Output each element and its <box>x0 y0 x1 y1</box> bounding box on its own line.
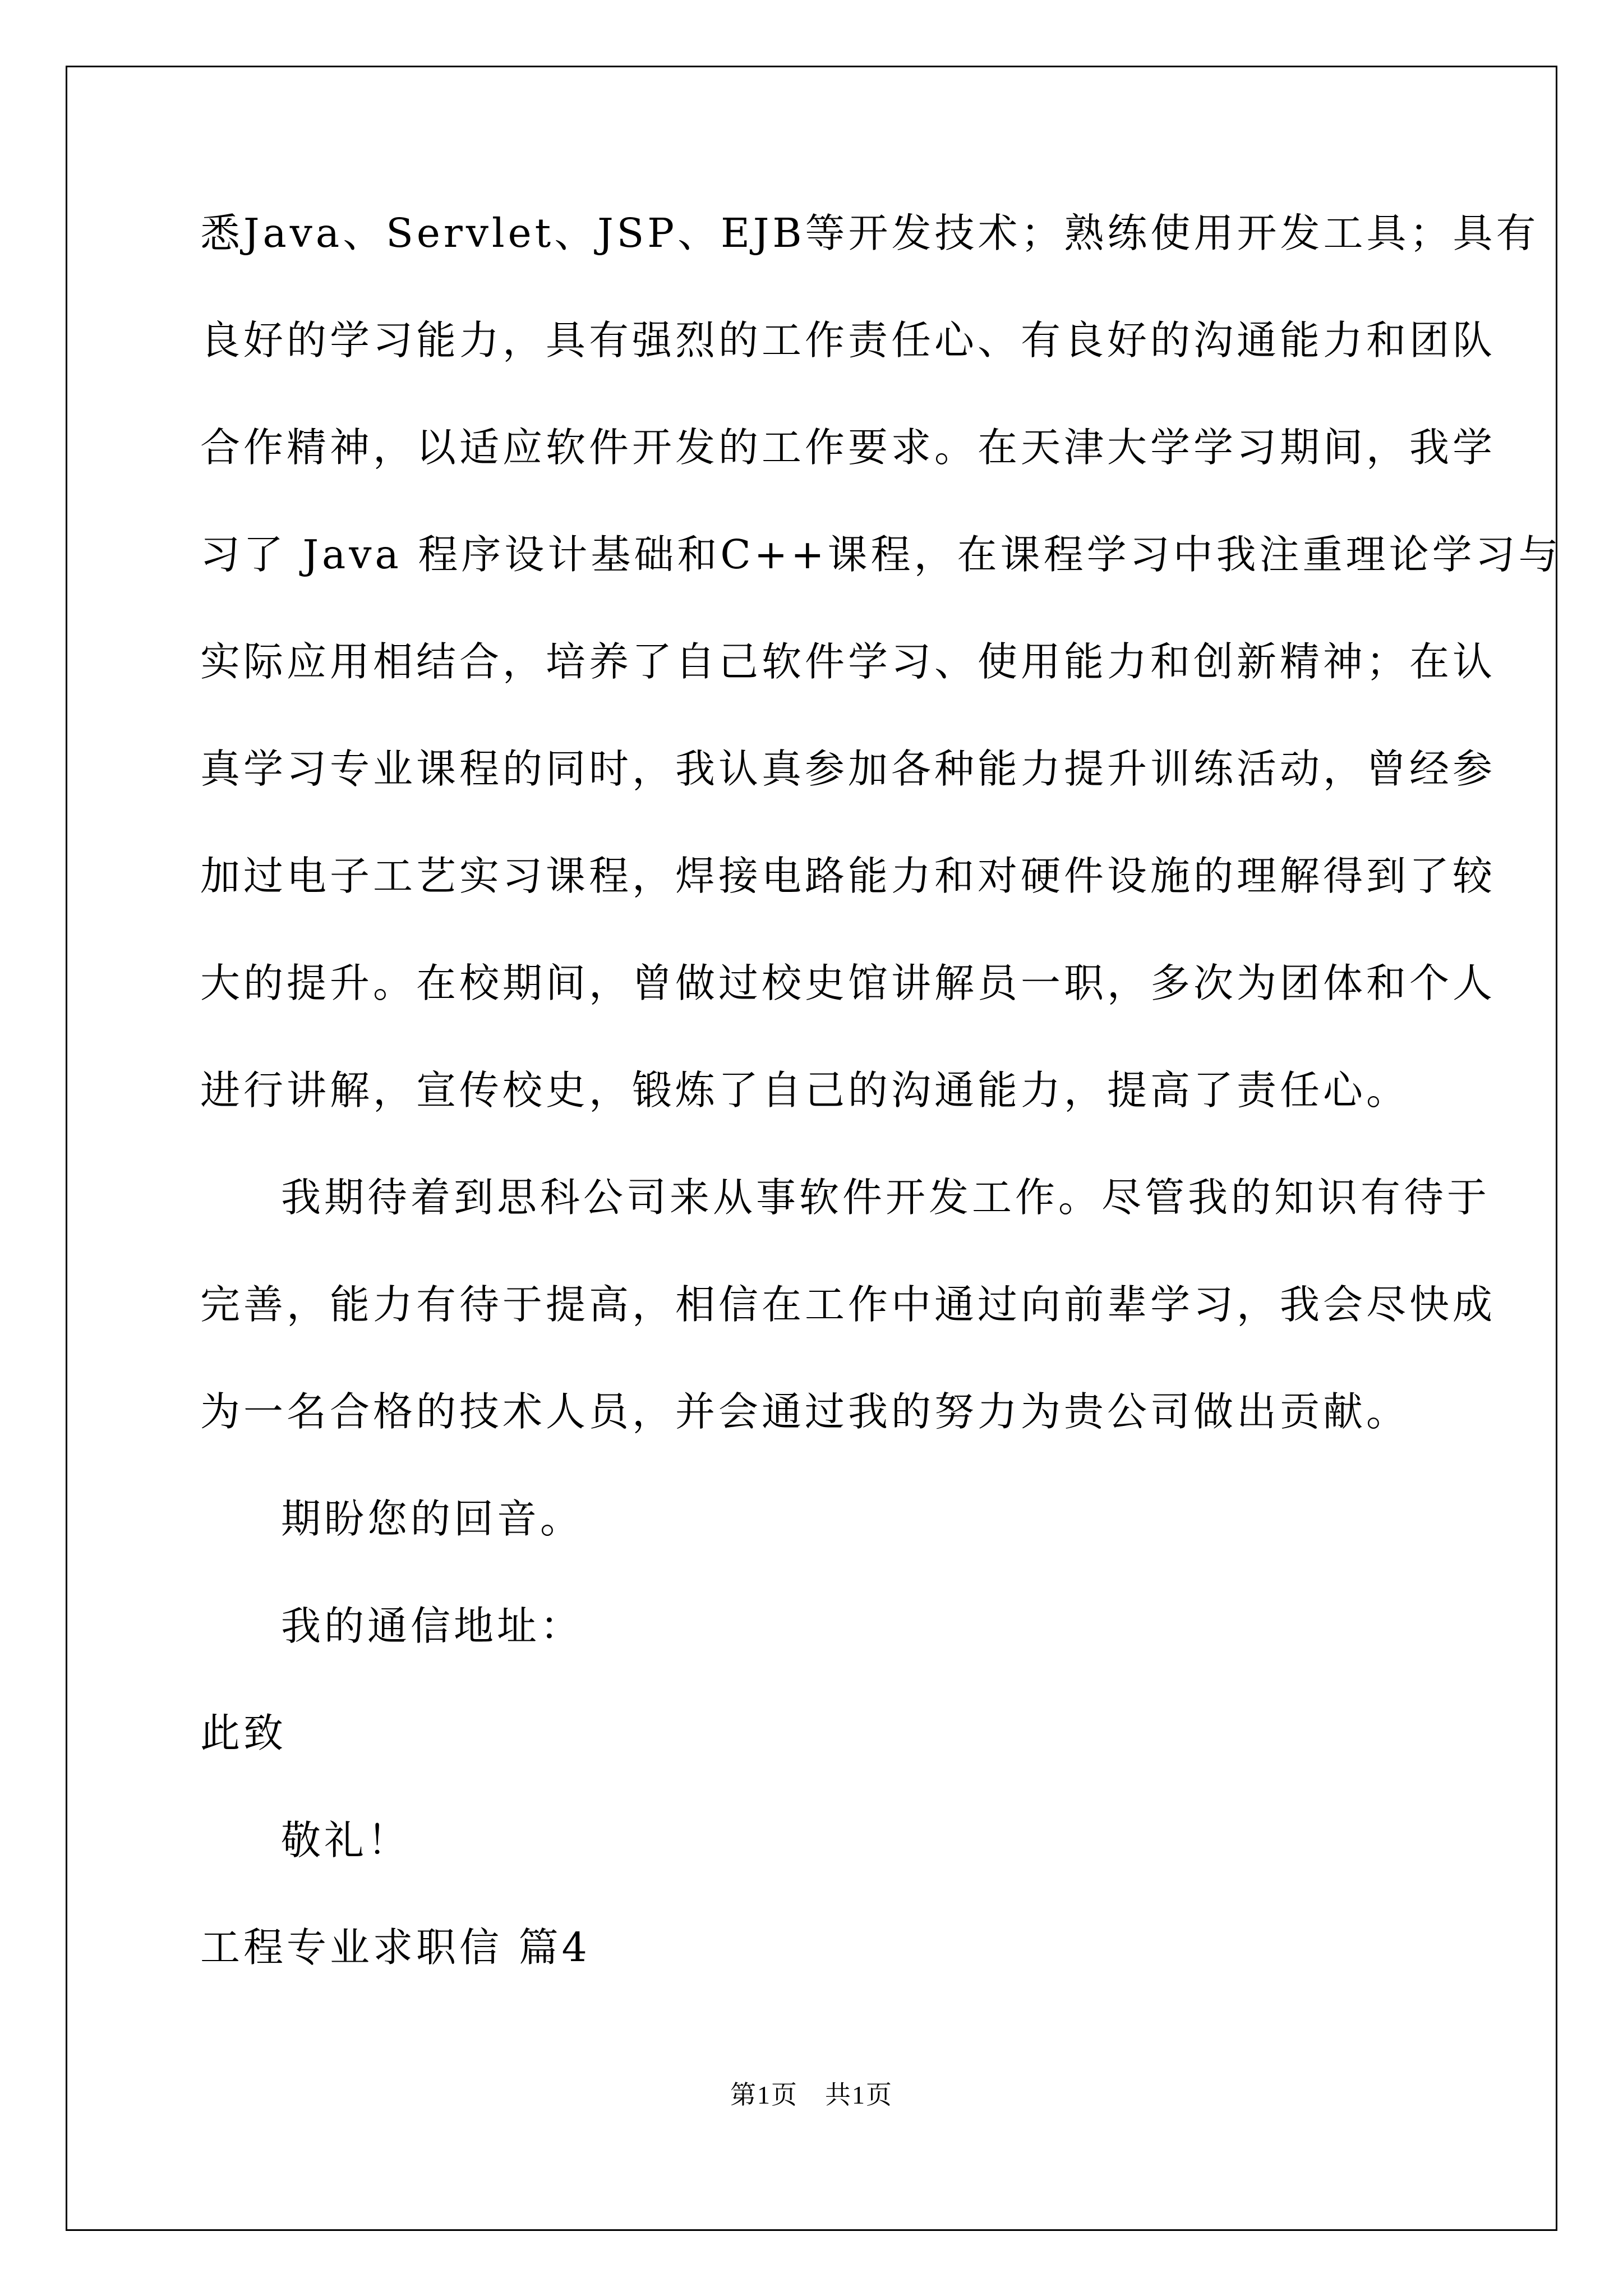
regards-line: 敬礼！ <box>281 1817 411 1864</box>
text-line: 习了 Java 程序设计基础和C++课程，在课程学习中我注重理论学习与 <box>200 531 1562 578</box>
page-number-footer: 第1页 共1页 <box>730 2081 893 2109</box>
text-line: 悉Java、Servlet、JSP、EJB等开发技术；熟练使用开发工具；具有 <box>200 210 1539 256</box>
text-line: 良好的学习能力，具有强烈的工作责任心、有良好的沟通能力和团队 <box>200 317 1496 364</box>
text-line: 合作精神，以适应软件开发的工作要求。在天津大学学习期间，我学 <box>200 424 1496 471</box>
closing-line: 期盼您的回音。 <box>281 1496 584 1542</box>
text-line: 进行讲解，宣传校史，锻炼了自己的沟通能力，提高了责任心。 <box>200 1067 1410 1114</box>
salutation-line: 此致 <box>200 1710 287 1756</box>
document-body <box>200 210 1562 2035</box>
text-line: 完善，能力有待于提高，相信在工作中通过向前辈学习，我会尽快成 <box>200 1281 1496 1328</box>
address-line: 我的通信地址： <box>281 1603 584 1649</box>
text-line: 大的提升。在校期间，曾做过校史馆讲解员一职，多次为团体和个人 <box>200 960 1496 1006</box>
text-line: 加过电子工艺实习课程，焊接电路能力和对硬件设施的理解得到了较 <box>200 853 1496 899</box>
text-line: 为一名合格的技术人员，并会通过我的努力为贵公司做出贡献。 <box>200 1388 1410 1435</box>
section-heading: 工程专业求职信 篇4 <box>200 1924 591 1971</box>
paragraph-start-line: 我期待着到思科公司来从事软件开发工作。尽管我的知识有待于 <box>281 1174 1491 1221</box>
text-line: 真学习专业课程的同时，我认真参加各种能力提升训练活动，曾经参 <box>200 746 1496 792</box>
text-line: 实际应用相结合，培养了自己软件学习、使用能力和创新精神；在认 <box>200 638 1496 685</box>
